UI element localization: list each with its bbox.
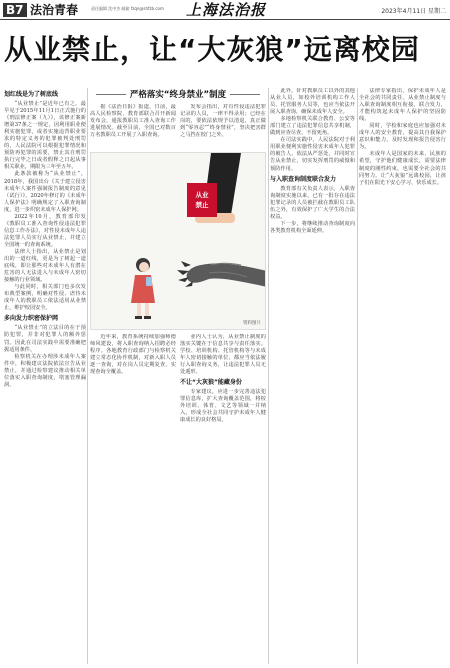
paragraph: 发布会指出，对有性侵违法犯罪记录的人员，一律不得录用；已经在岗的，要依法依规予以清退，真正做到“零容忍”“终身禁业”，坚决把害群之马挡在校门之外。 (180, 104, 266, 139)
subheading: 划红线是为了树底线 (4, 91, 59, 98)
page-number-badge: B7 (3, 3, 27, 17)
newspaper-name: 上海法治报 (186, 1, 267, 19)
subheading: 多向发力织密保护网 (4, 315, 59, 323)
article-column-3 (270, 88, 355, 664)
paragraph: 2022年10月，教育部印发《教职员工准入查询性侵违法犯罪信息工作办法》，对性侵未成年人违法犯罪人员实行从业禁止，并建立全国统一的查询系统。 (4, 213, 86, 248)
paragraph: 近年来，教育系统持续加强师德师风建设，将入职查询纳入招聘必经程序。各地教育行政部门与检察机关建立常态化协作机制，对新入职人员逐一查询，对在岗人员定期复查，实现查询全覆盖。 (90, 334, 176, 376)
paragraph: 同时，学校和家庭也应加强对未成年人的安全教育，提高其自我保护意识和能力，及时发现和报告侵害行为。 (359, 123, 446, 151)
sidebar-body (90, 104, 266, 148)
sign-text-line-1: 从业 (195, 191, 209, 199)
ban-sign (187, 183, 217, 217)
paragraph: 此条款被称为“从业禁止”。2018年，我国出台《关于建立侵害未成年人案件强制报告制度的意见（试行）》，2020年修订的《未成年人保护法》明确规定了入职查询制度，进一步织密未成年人保护网。 (4, 171, 86, 213)
paragraph: 在司法实践中，人民法院对于利用职业便利实施性侵害未成年人犯罪的被告人，依法从严惩处，并同时宣告从业禁止，切实发挥刑罚的威慑和预防作用。 (270, 137, 355, 172)
wolf-paw (177, 261, 266, 287)
paragraph: 业内人士认为，从业禁止制度的落实关键在于信息共享与责任落实。学校、培训机构、托管机构等与未成年人密切接触的单位，都应当依法履行入职查询义务，让违法犯罪人员无处遁形。 (180, 334, 266, 376)
subheading: 与入职查询制度联合发力 (270, 175, 337, 183)
paragraph: 专家建议，应进一步完善违法犯罪信息库，扩大查询覆盖范围，将校外培训、体育、文艺等领域一并纳入，形成全社会共同守护未成年人健康成长的良好格局。 (180, 389, 266, 424)
article-column-1 (4, 88, 86, 664)
subheading: 不让“大灰狼”能藏身份 (180, 379, 242, 387)
paragraph: “从业禁止”的立法目的在于预防犯罪，并非对犯罪人的额外惩罚。因此在司法实践中需要准确把握适用条件。 (4, 325, 86, 353)
paragraph: 此外，针对教职员工以外的其他从业人员，如校外培训机构工作人员、托管服务人员等，也应当依法开展入职查询，确保未成年人安全。 (270, 88, 355, 116)
sign-text-line-2: 禁止 (195, 201, 209, 209)
masthead (0, 0, 450, 20)
paragraph: 据《法治日报》报道，日前，最高人民检察院、教育部联合召开新闻发布会，通报教职员工准入查询工作进展情况。截至目前，全国已对数百万名教职员工开展了入职查询。 (90, 104, 176, 139)
hand-with-sign (187, 153, 241, 223)
sidebar-title: 严格落实“终身禁业”制度 (90, 88, 266, 100)
paragraph: 教育部有关负责人表示，入职查询制度实施以来，已有一批存在违法犯罪记录的人员被拦截在教职员工队伍之外，有效保护了广大学生的合法权益。 (270, 185, 355, 220)
paragraph: 与此同时，相关部门也多次发布典型案例，明确对性侵、虐待未成年人的教职员工依法适用从业禁止，维护校园安全。 (4, 284, 86, 312)
illustration (90, 152, 266, 330)
paragraph: “从业禁止”是近年已有之。最早见于2015年11月1日正式施行的《刑法修正案（九）》，该修正案新增第37条之一规定，因利用职业便利实施犯罪，或者实施违背职业要求的特定义务的犯罪被判处刑罚的，人民法院可以根据犯罪情况和预防再犯罪的需要，禁止其自刑罚执行完毕之日或者假释之日起从事相关职业，期限为三年至五年。 (4, 101, 86, 171)
girl-figure (131, 258, 155, 319)
paragraph: 多地检察机关联合教育、公安等部门建立了违法犯罪信息共享机制，做到应查尽查，不留死角。 (270, 116, 355, 137)
paragraph: 检察机关在办理涉未成年人案件中，积极建议法院依法宣告从业禁止，并通过检察建议推动相关单位落实入职查询制度，堵塞管理漏洞。 (4, 353, 86, 388)
photo-caption: 资料图片 (243, 321, 261, 326)
editor-credit: 责任编辑 沈中杰 邮箱 fzqn@shfzb.com (91, 6, 164, 11)
paragraph: 法律专家指出，保护未成年人是全社会的共同责任。从业禁止制度与入职查询制度相互衔接、联合发力，才能构筑起未成年人保护的坚固防线。 (359, 88, 446, 123)
column-divider (87, 88, 88, 664)
column-divider (268, 88, 269, 664)
paragraph: 未成年人是国家的未来、民族的希望，守护他们健康成长，需要法律制度的刚性约束，也需要全社会的共同努力。让“大灰狼”远离校园，让孩子们在阳光下安心学习、快乐成长。 (359, 151, 446, 186)
wolf-paw-illustration (91, 153, 266, 330)
paragraph: 法律人士指出，从业禁止是划出的一道红线，更是为了树起一道底线，即让那些对未成年人有潜在危害的人无法进入与未成年人密切接触的行业领域。 (4, 248, 86, 284)
main-headline: 从业禁止，让“大灰狼”远离校园 (4, 33, 420, 66)
article-column-4 (359, 88, 446, 664)
column-divider (357, 88, 358, 664)
article-column-2 (90, 334, 266, 664)
issue-date: 2023年4月11日 星期二 (381, 8, 446, 15)
paragraph: 下一步，将继续推动查询制度向各类教育机构全面延伸。 (270, 220, 355, 234)
section-name: 法治青春 (30, 3, 79, 17)
